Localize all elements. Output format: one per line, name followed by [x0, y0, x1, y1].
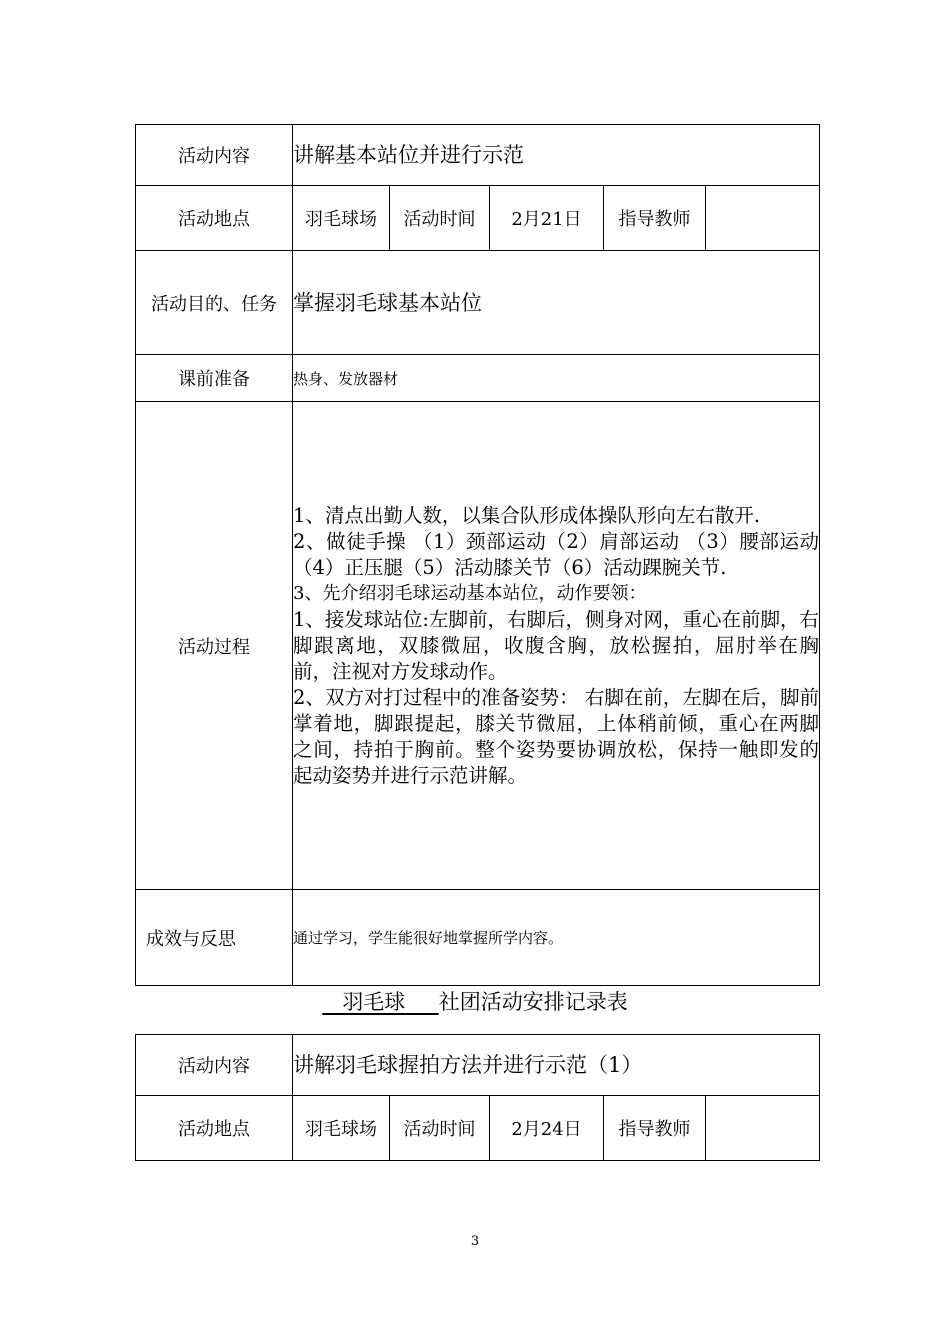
content-value: 讲解羽毛球握拍方法并进行示范（1）: [293, 1035, 820, 1096]
teacher-value: [706, 186, 820, 251]
time-label: 活动时间: [390, 1096, 490, 1161]
page-number: 3: [470, 1234, 480, 1249]
prep-value: 热身、发放器材: [293, 355, 820, 402]
caption-title: 社团活动安排记录表: [438, 990, 628, 1014]
process-line: 1、接发球站位:左脚前，右脚后，侧身对网，重心在前脚，右脚跟离地，双膝微屈，收腹含胸，放松握拍，屈肘举在胸前，注视对方发球动作。: [293, 607, 820, 683]
process-line: 1、清点出勤人数，以集合队形成体操队形向左右散开.: [293, 503, 761, 527]
goal-label: 活动目的、任务: [136, 251, 293, 355]
content-label: 活动内容: [136, 125, 293, 186]
time-value: 2月24日: [490, 1096, 604, 1161]
activity-record-table-1: [135, 124, 820, 986]
process-label: 活动过程: [136, 402, 293, 890]
goal-value: 掌握羽毛球基本站位: [293, 251, 820, 355]
process-content: [293, 402, 820, 890]
content-value: 讲解基本站位并进行示范: [293, 125, 820, 186]
location-value: 羽毛球场: [293, 186, 390, 251]
location-label: 活动地点: [136, 1096, 293, 1161]
location-label: 活动地点: [136, 186, 293, 251]
time-value: 2月21日: [490, 186, 604, 251]
table-caption: [0, 986, 950, 1016]
activity-record-table-2: [135, 1034, 820, 1161]
teacher-label: 指导教师: [604, 186, 706, 251]
location-value: 羽毛球场: [293, 1096, 390, 1161]
process-line: 3、先介绍羽毛球运动基本站位，动作要领：: [293, 582, 647, 604]
teacher-value: [706, 1096, 820, 1161]
time-label: 活动时间: [390, 186, 490, 251]
prep-label: 课前准备: [136, 355, 293, 402]
club-name: 羽毛球: [342, 990, 406, 1014]
teacher-label: 指导教师: [604, 1096, 706, 1161]
process-line: 2、双方对打过程中的准备姿势： 右脚在前，左脚在后，脚前掌着地，脚跟提起，膝关节微屈，上体稍前倾，重心在两脚之间，持拍于胸前。整个姿势要协调放松，保持一触即发的起动姿势并进行示范讲解。: [293, 685, 820, 787]
result-value: 通过学习，学生能很好地掌握所学内容。: [293, 890, 820, 986]
result-label: 成效与反思: [136, 890, 293, 986]
content-label: 活动内容: [136, 1035, 293, 1096]
process-line: 2、做徒手操 （1）颈部运动（2）肩部运动 （3）腰部运动（4）正压腿（5）活动膝关节（6）活动踝腕关节.: [293, 529, 820, 579]
